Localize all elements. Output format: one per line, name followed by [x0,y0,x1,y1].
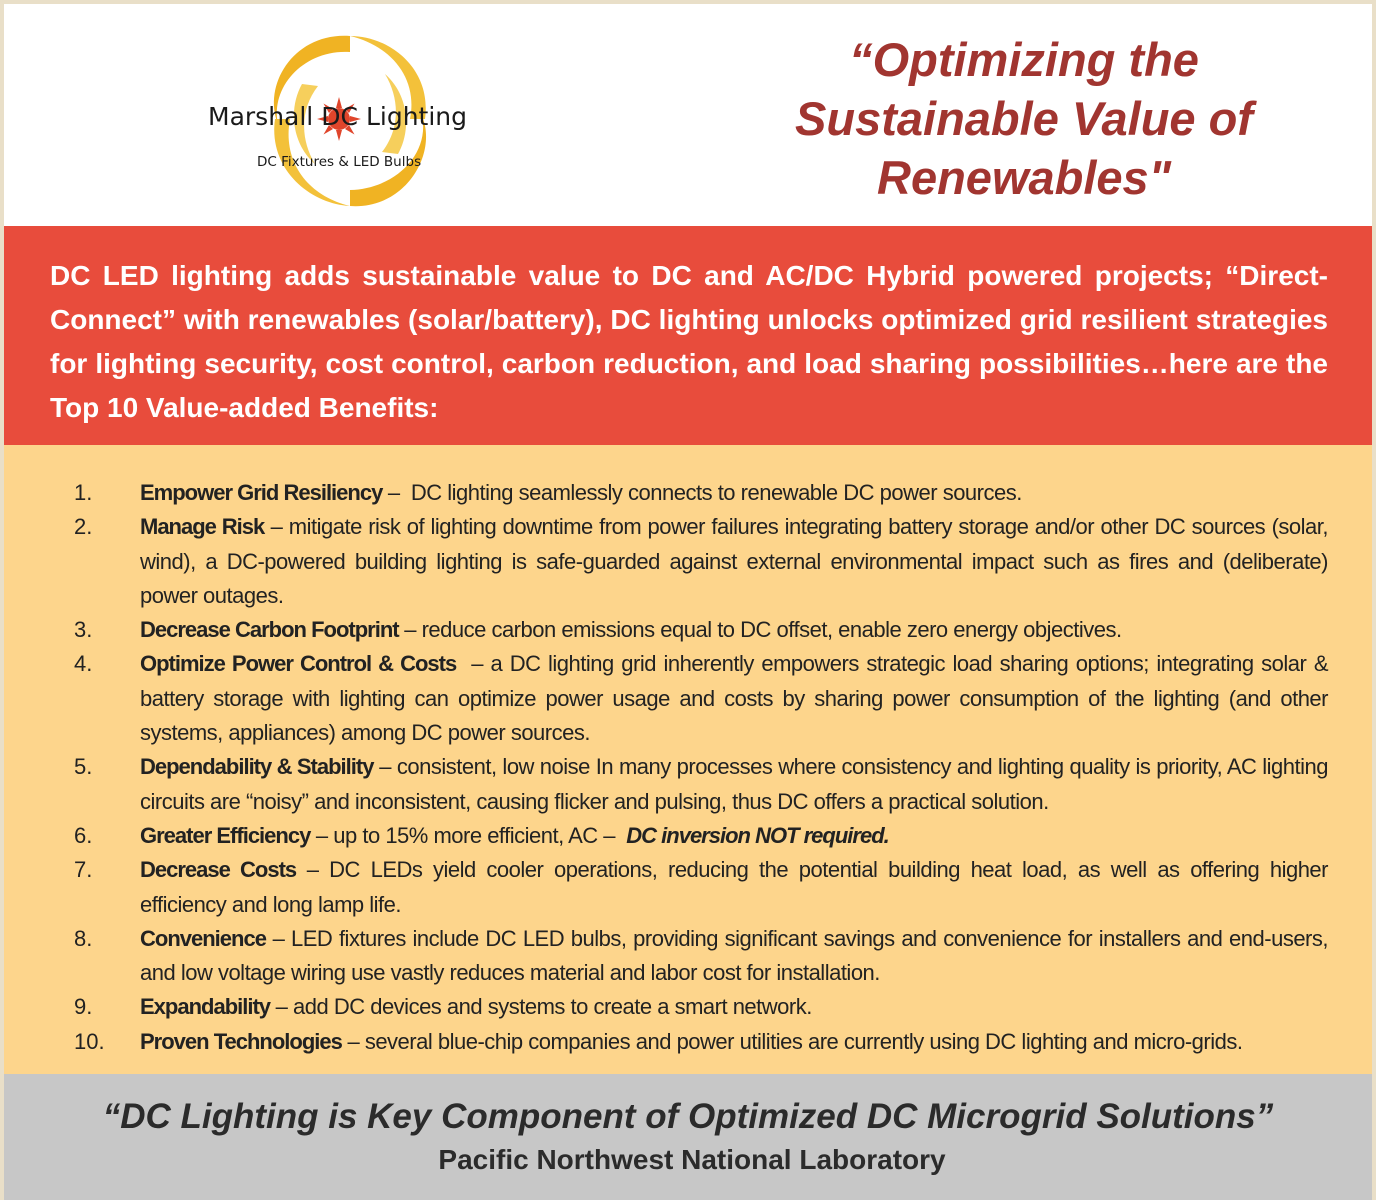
benefit-description: – a DC lighting grid inherently empowers strategic load sharing options; integrating solar & battery storage with lighting can optimize power usage and costs by sharing power consumption of the lighting (and other systems, appliances) among DC power sources. [140,651,1334,746]
benefit-number: 7. [74,857,93,883]
benefit-title: Convenience [140,925,266,951]
benefit-item [4,647,1334,750]
logo-word-dc: DC [321,102,358,131]
header [4,4,1372,226]
benefit-emphasis: DC inversion NOT required. [626,822,889,848]
benefit-number: 6. [74,822,93,848]
benefit-item [4,613,1328,647]
benefit-description: – LED fixtures include DC LED bulbs, providing significant savings and convenience for installers and end-users, and low voltage wiring use vastly reduces material and labor cost for installation. [140,925,1334,986]
benefit-item [4,750,1334,819]
intro-text: DC LED lighting adds sustainable value to DC and AC/DC Hybrid powered projects; “Direct-Connect” with renewables (solar/battery), DC lighting unlocks optimized grid resilient strategies for lighting security, cost control, carbon reduction, and load sharing possibilities…here are the Top 10 Value-added Benefits: [50,260,1328,423]
benefit-description: – add DC devices and systems to create a smart network. [270,994,812,1020]
benefit-number: 4. [74,651,93,677]
logo-tagline: DC Fixtures & LED Bulbs [257,154,422,170]
benefit-number: 1. [74,480,93,505]
headline: “Optimizing the Sustainable Value of Renewables" [795,33,1253,204]
intro-band [4,226,1372,445]
benefit-item [4,990,1328,1024]
benefit-description: – several blue-chip companies and power utilities are currently using DC lighting and micro-grids. [341,1028,1243,1054]
benefit-title: Expandability [140,994,271,1020]
benefit-title: Dependability & Stability [140,754,374,780]
marshall-dc-lighting-logo [200,24,500,214]
benefit-number: 2. [74,514,93,540]
benefit-number: 10. [74,1028,105,1054]
benefit-number: 9. [74,994,93,1020]
benefit-number: 3. [74,617,93,643]
footer-quote: “DC Lighting is Key Component of Optimized DC Microgrid Solutions” [102,1097,1274,1136]
benefit-item [4,476,1328,510]
benefit-title: Greater Efficiency [140,822,311,848]
benefit-title: Manage Risk [140,514,265,540]
benefit-list [4,476,1372,1059]
footer-source: Pacific Northwest National Laboratory [438,1144,946,1175]
benefit-number: 8. [74,925,93,951]
benefit-description: – DC LEDs yield cooler operations, reducing the potential building heat load, as well as offering higher efficiency and long lamp life. [140,857,1334,917]
benefit-item [4,853,1334,922]
benefits-section [4,445,1372,1074]
logo-word-marshall: Marshall [208,102,314,131]
benefit-title: Optimize Power Control & Costs [140,651,457,677]
benefit-title: Empower Grid Resiliency [140,480,383,505]
benefit-description: – DC lighting seamlessly connects to renewable DC power sources. [382,480,1022,505]
benefit-description: – reduce carbon emissions equal to DC offset, enable zero energy objectives. [398,617,1122,643]
benefit-title: Decrease Carbon Footprint [140,617,399,643]
benefit-description: – up to 15% more efficient, AC – [310,822,627,848]
benefit-item [4,922,1334,991]
benefit-title: Proven Technologies [140,1028,342,1054]
benefit-description: – mitigate risk of lighting downtime from power failures integrating battery storage and/or other DC sources (solar, wind), a DC-powered building lighting is safe-guarded against external environmental impact such as fires and (deliberate) power outages. [140,514,1334,608]
benefit-item [4,1025,1328,1059]
benefit-description: – consistent, low noise In many processes where consistency and lighting quality is priority, AC lighting circuits are “noisy” and inconsistent, causing flicker and pulsing, thus DC offers a practical solution. [140,754,1334,814]
footer-quote-band [4,1074,1372,1200]
benefit-item [4,510,1334,613]
flyer-page [4,4,1372,1200]
benefit-item [4,819,1328,853]
benefit-title: Decrease Costs [140,857,297,883]
benefit-number: 5. [74,754,93,780]
logo-wordmark [208,102,467,131]
logo-word-lighting: Lighting [365,102,468,131]
